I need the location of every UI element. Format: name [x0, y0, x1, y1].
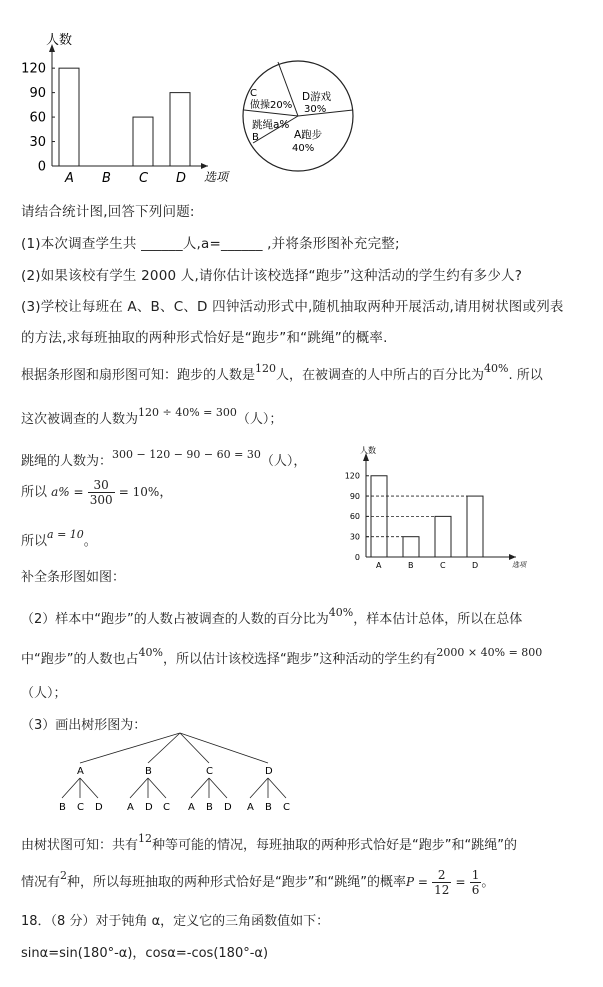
- pie-label-b: 跳绳a%: [252, 119, 290, 131]
- pie-value-d: 30%: [304, 104, 327, 115]
- text: （人）；: [236, 412, 283, 427]
- math: P =: [405, 875, 428, 889]
- math: 12: [138, 832, 153, 845]
- y-tick-label: 90: [29, 86, 46, 102]
- tree-edge: [191, 778, 209, 798]
- math: a% =: [51, 485, 84, 499]
- bar-d: [170, 93, 190, 166]
- part2-line-2: [21, 646, 542, 667]
- tree-edge: [80, 733, 180, 763]
- pie-label-d: D游戏: [302, 91, 332, 103]
- text: （人），: [260, 454, 307, 469]
- question-2: (2)如果该校有学生 2000 人,请你估计该校选择“跑步”这种活动的学生约有多少人?: [21, 268, 523, 284]
- y-tick-label: 120: [344, 471, 360, 481]
- question-1: (1)本次调查学生共 ______人,a=______ ,并将条形图补充完整;: [21, 236, 400, 252]
- tree-diagram: [40, 730, 320, 818]
- part3-title: （3）画出树形图为：: [21, 718, 147, 733]
- question-3-line-1: (3)学校让每班在 A、B、C、D 四钟活动形式中,随机抽取两种开展活动,请用树状图或列表: [21, 299, 564, 315]
- bar-a: [59, 68, 79, 166]
- y-tick-label: 30: [349, 532, 360, 542]
- y-tick-label: 60: [29, 110, 46, 126]
- tree-leaf: C: [77, 802, 84, 813]
- denominator: 12: [434, 883, 450, 897]
- tree-leaf: C: [283, 802, 290, 813]
- numerator: 30: [88, 478, 115, 493]
- y-tick-label: 0: [354, 552, 360, 562]
- text: 这次被调查的人数为: [21, 412, 139, 427]
- tree-node-b: B: [145, 766, 152, 777]
- tree-leaf: D: [95, 802, 103, 813]
- tree-node-d: D: [265, 766, 273, 777]
- text: 种，所以每班抽取的两种形式恰好是“跑步”和“跳绳”的概率: [67, 875, 406, 890]
- tree-leaf: A: [127, 802, 134, 813]
- pie-value-b: B: [252, 132, 259, 143]
- x-axis-arrow: [201, 163, 208, 169]
- text: 情况有: [21, 875, 61, 890]
- solution-line-1: [21, 362, 543, 383]
- y-tick-label: 90: [349, 491, 360, 501]
- solution-line-3: [21, 448, 306, 469]
- x-tick-label: A: [65, 171, 74, 184]
- text: 。: [83, 534, 97, 549]
- pie-label-c: C: [250, 88, 257, 99]
- top-bar-chart: [18, 24, 233, 184]
- bar-c: [435, 516, 451, 557]
- math: a = 10: [47, 528, 84, 541]
- tree-node-c: C: [206, 766, 213, 777]
- conclusion-line-2: [21, 868, 494, 897]
- text: 跳绳的人数为：: [21, 454, 113, 469]
- x-axis-label: 选项: [512, 561, 526, 569]
- x-tick-label: D: [176, 171, 187, 184]
- text: . 所以: [508, 368, 543, 383]
- bar-b: [403, 537, 419, 557]
- y-axis-label: 人数: [360, 446, 376, 455]
- tree-leaf: B: [206, 802, 213, 813]
- x-tick-label: B: [408, 561, 414, 570]
- y-tick-label: 120: [21, 61, 46, 77]
- completed-bar-chart: [338, 444, 528, 576]
- tree-edge: [80, 778, 98, 798]
- math: 40%: [484, 362, 509, 375]
- fraction: [432, 868, 451, 897]
- math: =: [455, 875, 466, 889]
- tree-leaf: A: [247, 802, 254, 813]
- fraction: [88, 478, 115, 507]
- tree-edge: [250, 778, 268, 798]
- math: 2: [60, 869, 68, 882]
- tree-leaf: C: [163, 802, 170, 813]
- solution-line-5: [21, 528, 97, 549]
- numerator: 1: [471, 868, 480, 882]
- pie-value-a: 40%: [292, 143, 315, 154]
- y-tick-label: 0: [37, 159, 46, 175]
- solution-line-6: 补全条形图如图：: [21, 570, 126, 585]
- x-axis-arrow: [509, 554, 516, 560]
- question-3-line-2: 的方法,求每班抽取的两种形式恰好是“跑步”和“跳绳”的概率.: [21, 330, 388, 346]
- text: 由树状图可知：共有: [21, 838, 139, 853]
- math: = 10%: [118, 485, 160, 499]
- text: 根据条形图和扇形图可知：跑步的人数是: [21, 368, 256, 383]
- math: 40%: [138, 646, 163, 659]
- y-tick-label: 30: [29, 135, 46, 151]
- pie-value-c: 做操20%: [250, 100, 293, 111]
- tree-edge: [130, 778, 148, 798]
- question-18: 18．（8 分）对于钝角 α，定义它的三角函数值如下：: [21, 914, 330, 929]
- fraction: [470, 868, 482, 897]
- x-tick-label: B: [102, 171, 111, 184]
- part2-line-1: [21, 606, 522, 627]
- text: 人，在被调查的人中所占的百分比为: [276, 368, 485, 383]
- tree-edge: [209, 778, 227, 798]
- tree-leaf: D: [145, 802, 153, 813]
- tree-edge: [180, 733, 268, 763]
- tree-leaf: D: [224, 802, 232, 813]
- tree-edge: [62, 778, 80, 798]
- pie-chart: [240, 58, 365, 178]
- text: 所以: [21, 534, 48, 549]
- denominator: 6: [471, 883, 480, 897]
- text: ，: [159, 485, 173, 500]
- tree-edge: [180, 733, 209, 763]
- bar-d: [467, 496, 483, 557]
- numerator: 2: [432, 868, 451, 883]
- tree-leaf: B: [265, 802, 272, 813]
- x-tick-label: C: [139, 171, 149, 184]
- text: ，所以估计该校选择“跑步”这种活动的学生约有: [162, 652, 437, 667]
- text: 所以: [21, 485, 48, 500]
- text: （2）样本中“跑步”的人数占被调查的人数的百分比为: [21, 612, 329, 627]
- part2-line-3: （人）；: [21, 686, 67, 701]
- text: 中“跑步”的人数也占: [21, 652, 139, 667]
- y-tick-label: 60: [349, 512, 360, 522]
- pie-label-a: A跑步: [294, 129, 323, 141]
- denominator: 300: [89, 493, 113, 507]
- x-tick-label: D: [472, 561, 479, 570]
- question-18-definition: sinα=sin(180°-α)，cosα=-cos(180°-α): [21, 946, 269, 961]
- text: 。: [481, 875, 495, 890]
- math: 40%: [328, 606, 354, 619]
- tree-leaf: A: [188, 802, 195, 813]
- text: ，样本估计总体，所以在总体: [353, 612, 523, 627]
- math: 300 − 120 − 90 − 60 = 30: [112, 448, 261, 461]
- tree-edge: [148, 778, 166, 798]
- conclusion-line-1: [21, 832, 517, 853]
- question-intro: 请结合统计图,回答下列问题:: [21, 204, 195, 220]
- y-axis-label: 人数: [46, 33, 73, 48]
- math: 2000 × 40% = 800: [436, 646, 543, 659]
- math: 120: [255, 362, 277, 375]
- x-tick-label: A: [376, 561, 382, 570]
- solution-line-2: [21, 406, 282, 427]
- x-tick-label: C: [440, 561, 446, 570]
- bar-c: [133, 117, 153, 166]
- math: 120 ÷ 40% = 300: [138, 406, 237, 419]
- text: 种等可能的情况，每班抽取的两种形式恰好是“跑步”和“跳绳”的: [152, 838, 517, 853]
- solution-line-4: [21, 478, 172, 507]
- tree-node-a: A: [77, 766, 84, 777]
- x-axis-label: 选项: [204, 170, 229, 184]
- tree-edge: [268, 778, 286, 798]
- tree-leaf: B: [59, 802, 66, 813]
